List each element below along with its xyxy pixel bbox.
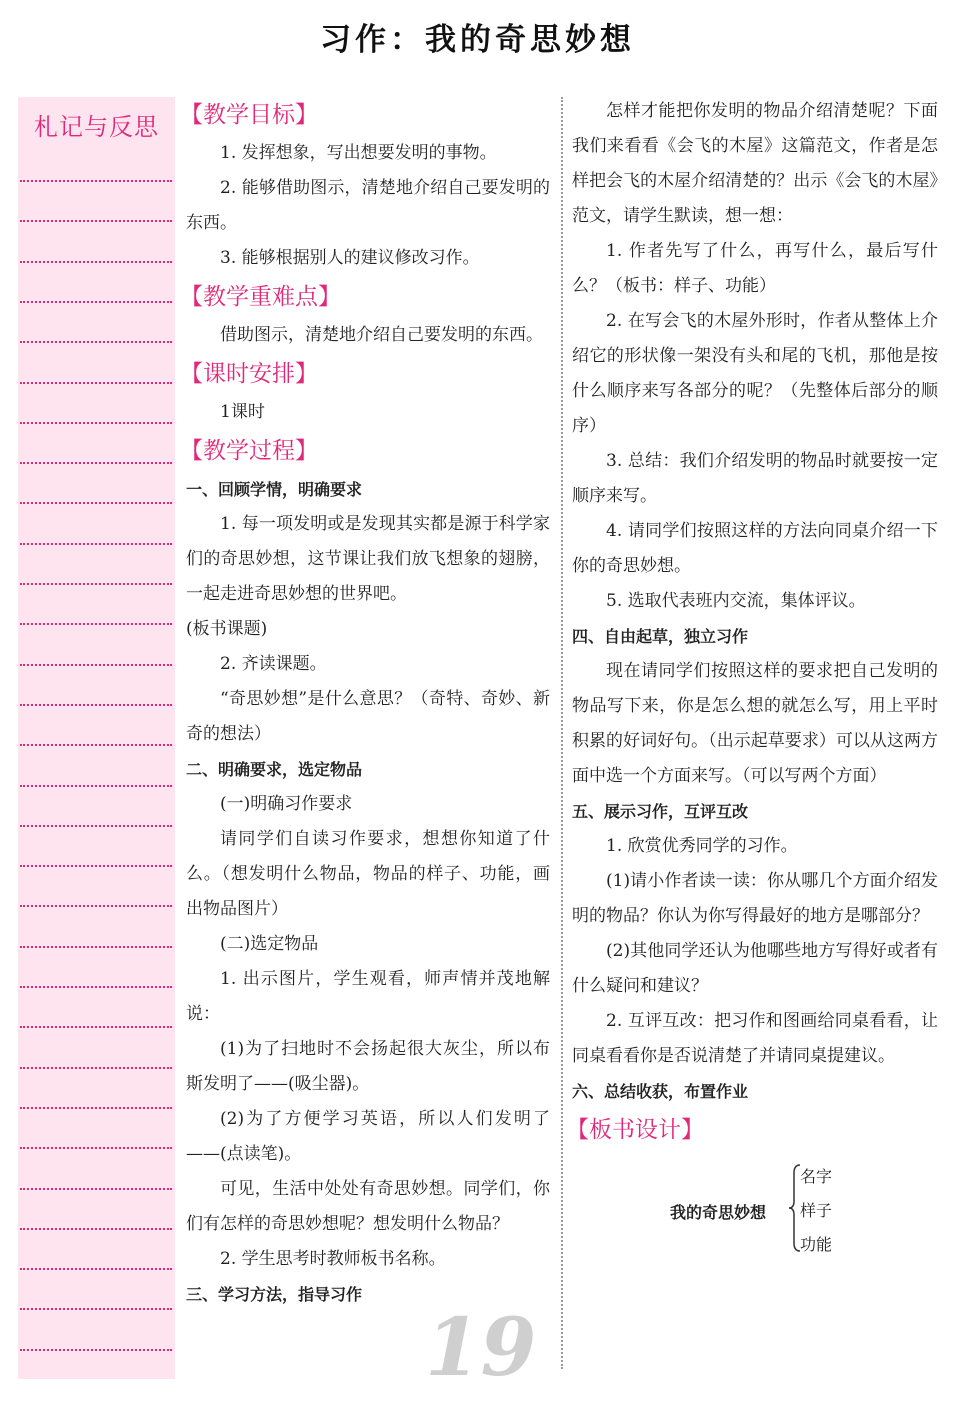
board-design [572, 1155, 938, 1265]
section-title: 五、展示习作，互评互改 [572, 802, 749, 821]
paragraph: 1. 欣赏优秀同学的习作。 [606, 836, 798, 856]
paragraph: (二)选定物品 [220, 934, 319, 954]
paragraph: (2)为了方便学习英语，所以人们发明了——(点读笔)。 [186, 1109, 550, 1164]
note-line [20, 261, 172, 263]
note-line [20, 422, 172, 424]
note-line [20, 502, 172, 504]
goal-item: 3. 能够根据别人的建议修改习作。 [220, 248, 480, 268]
paragraph: 可见，生活中处处有奇思妙想。同学们，你们有怎样的奇思妙想呢？想发明什么物品？ [186, 1179, 550, 1234]
note-line [20, 1147, 172, 1149]
page-number: 19 [425, 1300, 537, 1394]
note-line [20, 1026, 172, 1028]
note-line [20, 704, 172, 706]
board-main-title: 我的奇思妙想 [670, 1203, 767, 1222]
section-title: 二、明确要求，选定物品 [186, 760, 363, 779]
note-line [20, 341, 172, 343]
heading-process: 【教学过程】 [180, 438, 318, 464]
board-item: 样子 [800, 1201, 833, 1220]
paragraph: 2. 在写会飞的木屋外形时，作者从整体上介绍它的形状像一架没有头和尾的飞机，那他是按什么顺序来写各部分的呢？（先整体后部分的顺序） [572, 311, 938, 436]
note-line [20, 543, 172, 545]
paragraph: 2. 学生思考时教师板书名称。 [220, 1249, 446, 1269]
heading-keypoints: 【教学重难点】 [180, 284, 341, 310]
note-line [20, 1107, 172, 1109]
right-column [566, 94, 938, 1265]
note-line [20, 744, 172, 746]
note-line [20, 785, 172, 787]
note-line [20, 946, 172, 948]
note-line [20, 1349, 172, 1351]
paragraph: (1)请小作者读一读：你从哪几个方面介绍发明的物品？你认为你写得最好的地方是哪部分？ [572, 871, 938, 926]
note-line [20, 825, 172, 827]
section-title: 三、学习方法，指导习作 [186, 1285, 363, 1304]
paragraph: (一)明确习作要求 [220, 794, 353, 814]
board-item: 功能 [800, 1235, 833, 1254]
board-item: 名字 [800, 1167, 833, 1186]
keypoints-text: 借助图示，清楚地介绍自己要发明的东西。 [220, 325, 543, 345]
paragraph: 2. 互评互改：把习作和图画给同桌看看，让同桌看看你是否说清楚了并请同桌提建议。 [572, 1011, 938, 1066]
note-line [20, 905, 172, 907]
paragraph: (1)为了扫地时不会扬起很大灰尘，所以布斯发明了——(吸尘器)。 [186, 1039, 550, 1094]
note-line [20, 1308, 172, 1310]
note-line [20, 583, 172, 585]
note-line [20, 1188, 172, 1190]
note-line [20, 1228, 172, 1230]
paragraph: “奇思妙想”是什么意思？（奇特、奇妙、新奇的想法） [186, 689, 550, 744]
goal-item: 2. 能够借助图示，清楚地介绍自己要发明的东西。 [186, 178, 550, 233]
note-line [20, 301, 172, 303]
paragraph: 4. 请同学们按照这样的方法向同桌介绍一下你的奇思妙想。 [572, 521, 938, 576]
left-column [180, 94, 550, 1312]
paragraph: 2. 齐读课题。 [220, 654, 327, 674]
note-line [20, 623, 172, 625]
note-line [20, 180, 172, 182]
paragraph: 1. 每一项发明或是发现其实都是源于科学家们的奇思妙想，这节课让我们放飞想象的翅膀，一起走进奇思妙想的世界吧。 [186, 514, 550, 604]
column-divider [561, 97, 563, 1369]
goal-item: 1. 发挥想象，写出想要发明的事物。 [220, 143, 497, 163]
heading-goals: 【教学目标】 [180, 102, 318, 128]
sidebar-title: 札记与反思 [34, 113, 159, 141]
section-title: 四、自由起草，独立习作 [572, 627, 749, 646]
notes-sidebar [18, 97, 175, 1379]
paragraph: 现在请同学们按照这样的要求把自己发明的物品写下来，你是怎么想的就怎么写，用上平时积累的好词好句。（出示起草要求）可以从这两方面中选一个方面来写。（可以写两个方面） [572, 661, 938, 786]
schedule-text: 1课时 [220, 402, 265, 422]
paragraph: 1. 作者先写了什么，再写什么，最后写什么？（板书：样子、功能） [572, 241, 938, 296]
paragraph: 5. 选取代表班内交流，集体评议。 [606, 591, 866, 611]
note-line [20, 382, 172, 384]
section-title: 一、回顾学情，明确要求 [186, 480, 363, 499]
paragraph: 3. 总结：我们介绍发明的物品时就要按一定顺序来写。 [572, 451, 938, 506]
paragraph: 请同学们自读习作要求，想想你知道了什么。（想发明什么物品，物品的样子、功能，画出物品图片） [186, 829, 550, 919]
paragraph: 1. 出示图片，学生观看，师声情并茂地解说： [186, 969, 550, 1024]
note-line [20, 664, 172, 666]
note-line [20, 986, 172, 988]
note-line [20, 1268, 172, 1270]
section-title: 六、总结收获，布置作业 [572, 1082, 749, 1101]
note-line [20, 220, 172, 222]
note-line [20, 865, 172, 867]
note-line [20, 1067, 172, 1069]
page-title: 习作：我的奇思妙想 [320, 22, 635, 58]
heading-schedule: 【课时安排】 [180, 361, 318, 387]
paragraph: (板书课题) [186, 619, 268, 639]
note-line [20, 462, 172, 464]
paragraph: (2)其他同学还认为他哪些地方写得好或者有什么疑问和建议？ [572, 941, 938, 996]
paragraph: 怎样才能把你发明的物品介绍清楚呢？下面我们来看看《会飞的木屋》这篇范文，作者是怎样把会飞的木屋介绍清楚的？出示《会飞的木屋》范文，请学生默读，想一想： [572, 101, 938, 226]
heading-board-design: 【板书设计】 [566, 1117, 704, 1143]
